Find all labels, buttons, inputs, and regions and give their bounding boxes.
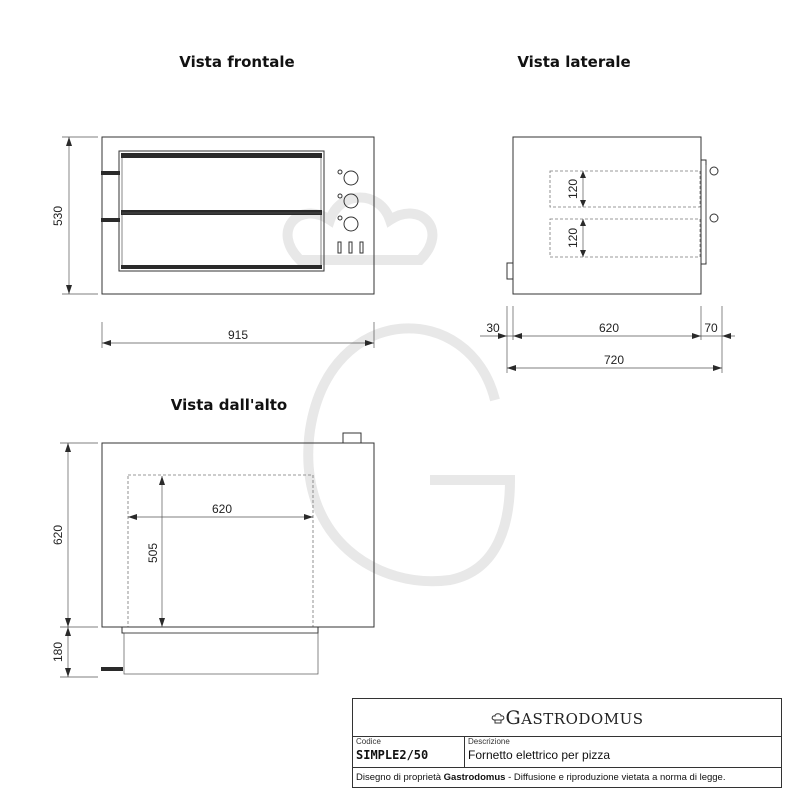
- side-front-dim: 70: [704, 321, 718, 335]
- side-chamber-bottom-dim: 120: [566, 227, 580, 249]
- side-view: [480, 137, 735, 373]
- top-view: [60, 433, 374, 677]
- top-door-dim: 180: [51, 641, 65, 663]
- code-cell: [353, 736, 465, 767]
- description-cell: [465, 736, 781, 767]
- title-block-info-row: [353, 736, 781, 768]
- top-inner-width-dim: 620: [211, 502, 233, 516]
- top-inner-depth-dim: 505: [146, 542, 160, 564]
- description-value: Fornetto elettrico per pizza: [468, 748, 611, 762]
- front-height-dim: 530: [51, 205, 65, 227]
- code-label: Codice: [356, 737, 381, 746]
- side-rear-dim: 30: [486, 321, 500, 335]
- ownership-notice: Disegno di proprietà Gastrodomus - Diffusione e riproduzione vietata a norma di legge.: [356, 772, 726, 783]
- side-view-title: Vista laterale: [517, 53, 631, 71]
- code-value: SIMPLE2/50: [356, 748, 429, 762]
- side-total-dim: 720: [603, 353, 625, 367]
- brand-logo: [353, 699, 781, 737]
- side-chamber-top-dim: 120: [566, 178, 580, 200]
- top-view-title: Vista dall'alto: [170, 396, 288, 414]
- title-block: [352, 698, 782, 788]
- top-depth-dim: 620: [51, 524, 65, 546]
- front-width-dim: 915: [227, 328, 249, 342]
- front-view-title: Vista frontale: [179, 53, 295, 71]
- description-label: Descrizione: [468, 737, 510, 746]
- chef-hat-icon: [491, 712, 505, 724]
- brand-name: GASTRODOMUS: [505, 706, 644, 729]
- front-view: [62, 137, 374, 348]
- side-depth-dim: 620: [598, 321, 620, 335]
